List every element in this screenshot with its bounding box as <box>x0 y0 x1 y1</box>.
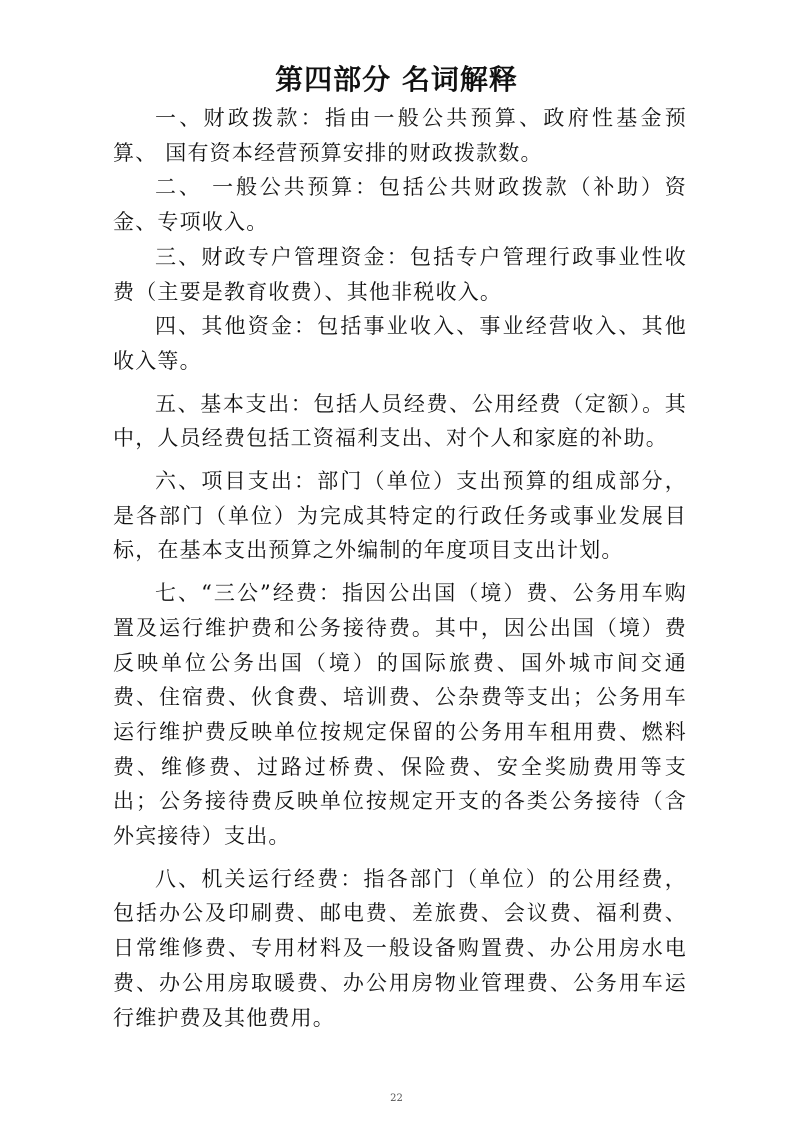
paragraph-financial-appropriation: 一、财政拨款：指由一般公共预算、政府性基金预算、 国有资本经营预算安排的财政拨款数。 <box>113 106 687 165</box>
paragraph-basic-expenditure: 五、基本支出：包括人员经费、公用经费（定额）。其中，人员经费包括工资福利支出、对个人和家庭的补助。 <box>113 391 687 451</box>
paragraph-other-funds: 四、其他资金：包括事业收入、事业经营收入、其他收入等。 <box>113 314 687 373</box>
paragraph-general-public-budget: 二、 一般公共预算：包括公共财政拨款（补助）资金、专项收入。 <box>113 175 687 235</box>
paragraph-operating-expenses: 八、机关运行经费：指各部门（单位）的公用经费，包括办公及印刷费、邮电费、差旅费、会议费、福利费、日常维修费、专用材料及一般设备购置费、办公用房水电费、办公用房取暖费、办公用房物业管理费、公务用车运行维护费及其他费用。 <box>113 866 687 1030</box>
paragraph-special-account-funds: 三、财政专户管理资金：包括专户管理行政事业性收费（主要是教育收费）、其他非税收入。 <box>113 244 687 304</box>
document-body <box>113 101 687 1035</box>
paragraph-three-public-expenses: 七、“三公”经费：指因公出国（境）费、公务用车购置及运行维护费和公务接待费。其中，因公出国（境）费反映单位公务出国（境）的国际旅费、国外城市间交通费、住宿费、伙食费、培训费、公杂费等支出；公务用车运行维护费反映单位按规定保留的公务用车租用费、燃料费、维修费、过路过桥费、保险费、安全奖励费用等支出；公务接待费反映单位按规定开支的各类公务接待（含外宾接待）支出。 <box>113 581 687 849</box>
paragraph-project-expenditure: 六、项目支出：部门（单位）支出预算的组成部分，是各部门（单位）为完成其特定的行政任务或事业发展目标，在基本支出预算之外编制的年度项目支出计划。 <box>113 469 687 563</box>
page-number: 22 <box>390 1093 403 1104</box>
page-title: 第四部分 名词解释 <box>275 63 518 96</box>
